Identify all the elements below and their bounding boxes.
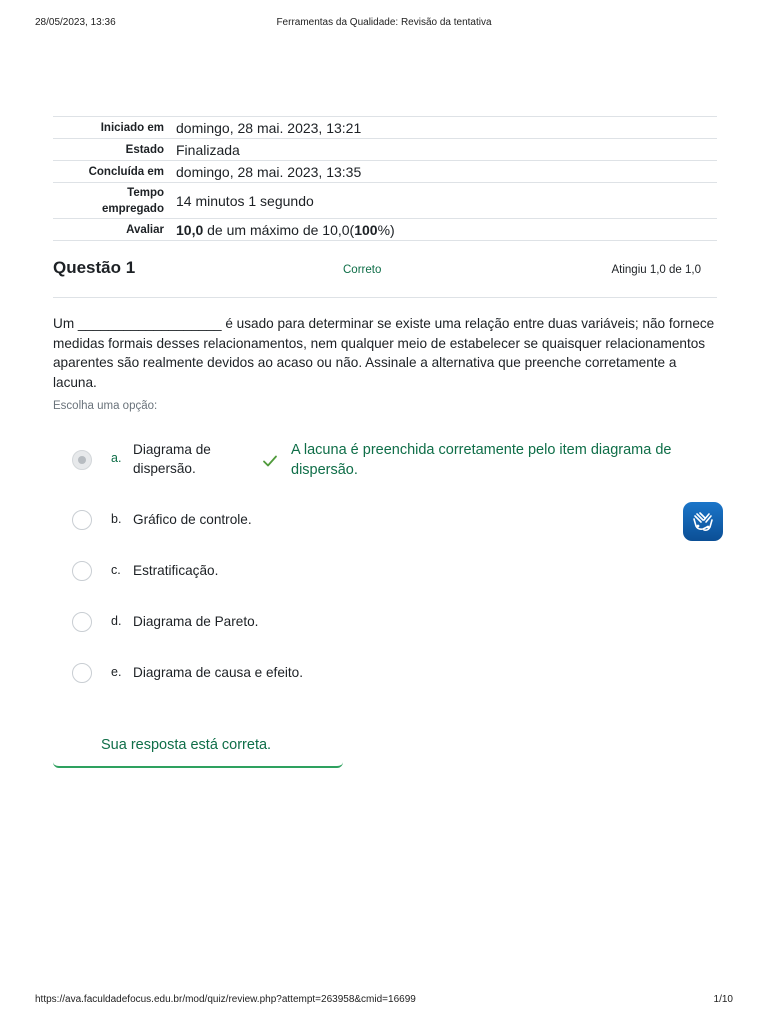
print-header	[35, 17, 733, 31]
grade-middle: de um máximo de 10,0(	[203, 221, 355, 238]
option-a-text-line1: Diagrama de	[133, 442, 211, 457]
completed-value: domingo, 28 mai. 2023, 13:35	[176, 163, 362, 180]
summary-row-state	[53, 139, 717, 161]
grade-end: %)	[377, 221, 395, 238]
option-c-text: Estratificação.	[133, 563, 219, 578]
time-label	[53, 185, 170, 217]
summary-row-time	[53, 183, 717, 219]
option-d-radio[interactable]	[72, 612, 92, 632]
grade-label: Avaliar	[126, 223, 164, 236]
option-e-text: Diagrama de causa e efeito.	[133, 665, 304, 680]
question-state: Correto	[343, 264, 382, 276]
grade-value	[170, 222, 395, 238]
print-title: Ferramentas da Qualidade: Revisão da tentativa	[276, 17, 492, 28]
state-label: Estado	[125, 143, 164, 156]
attempt-summary-table	[53, 116, 717, 241]
option-a-text	[133, 440, 211, 478]
grade-score: 10,0	[176, 221, 204, 238]
question-header	[53, 254, 717, 298]
summary-row-grade	[53, 219, 717, 241]
option-b[interactable]	[72, 510, 692, 532]
option-c-letter: c.	[111, 563, 121, 577]
time-value: 14 minutos 1 segundo	[176, 192, 314, 209]
option-a-radio[interactable]	[72, 450, 92, 470]
completed-label: Concluída em	[88, 165, 164, 178]
option-a-letter: a.	[111, 451, 122, 465]
print-page-number: 1/10	[713, 994, 733, 1005]
option-a-text-line2: dispersão.	[133, 461, 196, 476]
sign-language-accessibility-button[interactable]	[683, 502, 723, 541]
option-a-feedback: A lacuna é preenchida corretamente pelo item diagrama de dispersão.	[291, 442, 672, 478]
result-feedback-box	[53, 728, 343, 768]
print-footer	[35, 994, 733, 1008]
option-e-letter: e.	[111, 665, 122, 679]
option-d-text: Diagrama de Pareto.	[133, 614, 259, 629]
question-title: Questão 1	[53, 258, 136, 277]
answer-prompt: Escolha uma opção:	[53, 400, 158, 412]
summary-row-completed	[53, 161, 717, 183]
started-label: Iniciado em	[100, 121, 164, 134]
option-e-radio[interactable]	[72, 663, 92, 683]
correct-check-icon	[262, 453, 278, 469]
started-value: domingo, 28 mai. 2023, 13:21	[176, 119, 362, 136]
time-label-line1: Tempo	[127, 186, 164, 199]
option-b-letter: b.	[111, 512, 122, 526]
print-url: https://ava.faculdadefocus.edu.br/mod/quiz/review.php?attempt=263958&cmid=16699	[35, 994, 416, 1005]
option-d-letter: d.	[111, 614, 122, 628]
sign-language-hands-icon	[683, 502, 723, 541]
question-grade: Atingiu 1,0 de 1,0	[611, 264, 701, 276]
grade-percent: 100	[354, 221, 378, 238]
option-d[interactable]	[72, 612, 692, 634]
print-date: 28/05/2023, 13:36	[35, 17, 116, 28]
question-text: Um ___________________ é usado para determinar se existe uma relação entre duas variáveis; não fornece medidas formais desses relacionamentos, nem qualquer meio de estabelecer se quaisquer relacionamentos aparentes são realmente devidos ao acaso ou não. Assinale a alternativa que preenche corretamente a lacuna.	[53, 316, 715, 390]
option-e[interactable]	[72, 663, 692, 685]
option-c[interactable]	[72, 561, 692, 583]
option-b-radio[interactable]	[72, 510, 92, 530]
option-b-text: Gráfico de controle.	[133, 512, 252, 527]
option-a[interactable]	[72, 440, 692, 484]
summary-row-started	[53, 117, 717, 139]
result-message: Sua resposta está correta.	[101, 737, 272, 753]
state-value: Finalizada	[176, 141, 240, 158]
time-label-line2: empregado	[102, 202, 164, 215]
option-c-radio[interactable]	[72, 561, 92, 581]
